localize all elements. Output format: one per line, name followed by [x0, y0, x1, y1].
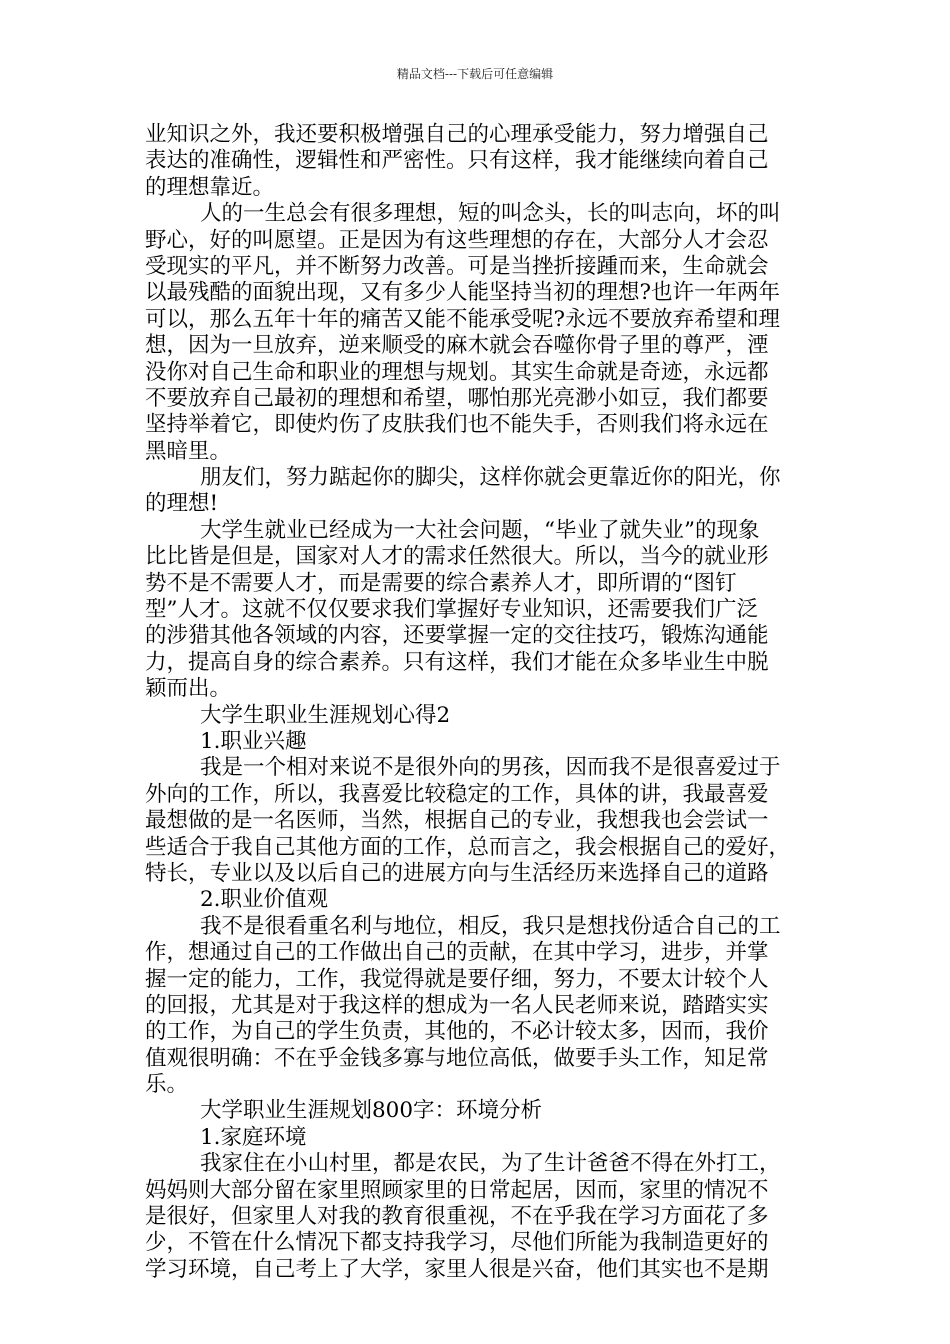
- text-line: 业知识之外，我还要积极增强自己的心理承受能力，努力增强自己: [145, 122, 769, 147]
- text-line: 妈妈则大部分留在家里照顾家里的日常起居，因而，家里的情况不: [145, 1177, 769, 1203]
- text-line: 2.职业价值观: [200, 887, 329, 913]
- text-line: 是很好，但家里人对我的教育很重视，不在乎我在学习方面花了多: [145, 1204, 769, 1230]
- text-line: 的理想靠近。: [145, 174, 275, 200]
- text-line: 大学生就业已经成为一大社会问题，“毕业了就失业”的现象: [200, 517, 760, 543]
- text-line: 的工作，为自己的学生负责，其他的，不必计较太多，因而，我价: [145, 1019, 769, 1045]
- text-line: 少，不管在什么情况下都支持我学习，尽他们所能为我制造更好的: [145, 1230, 769, 1256]
- text-line: 值观很明确：不在乎金钱多寡与地位高低，做要手头工作，知足常: [145, 1045, 769, 1071]
- text-line: 大学职业生涯规划800字：环境分析: [200, 1098, 543, 1124]
- text-line: 1.家庭环境: [200, 1124, 307, 1150]
- text-line: 比比皆是但是，国家对人才的需求任然很大。所以，当今的就业形: [145, 544, 769, 570]
- text-line: 黑暗里。: [145, 438, 232, 464]
- text-line: 朋友们，努力踮起你的脚尖，这样你就会更靠近你的阳光，你: [200, 465, 781, 491]
- text-line: 没你对自己生命和职业的理想与规划。其实生命就是奇迹，永远都: [145, 359, 769, 385]
- text-line: 握一定的能力，工作，我觉得就是要仔细，努力，不要太计较个人: [145, 966, 769, 992]
- text-line: 势不是不需要人才，而是需要的综合素养人才，即所谓的“图钉: [145, 570, 737, 596]
- text-line: 的涉猎其他各领域的内容，还要掌握一定的交往技巧，锻炼沟通能: [145, 623, 769, 649]
- text-line: 乐。: [145, 1072, 189, 1098]
- text-line: 的理想!: [145, 491, 219, 517]
- text-line: 些适合于我自己其他方面的工作，总而言之，我会根据自己的爱好，: [145, 834, 791, 860]
- text-line: 力，提高自身的综合素养。只有这样，我们才能在众多毕业生中脱: [145, 649, 769, 675]
- text-line: 人的一生总会有很多理想，短的叫念头，长的叫志向，坏的叫: [200, 201, 781, 227]
- text-line: 我不是很看重名利与地位，相反，我只是想找份适合自己的工: [200, 913, 781, 939]
- text-line: 坚持举着它，即使灼伤了皮肤我们也不能失手，否则我们将永远在: [145, 412, 769, 438]
- text-line: 以最残酷的面貌出现，又有多少人能坚持当初的理想?也许一年两年: [145, 280, 781, 306]
- text-line: 特长，专业以及以后自己的进展方向与生活经历来选择自己的道路: [145, 860, 769, 886]
- text-line: 大学生职业生涯规划心得2: [200, 702, 451, 728]
- text-line: 颖而出。: [145, 676, 232, 702]
- text-line: 野心，好的叫愿望。正是因为有这些理想的存在，大部分人才会忍: [145, 227, 769, 253]
- text-line: 想，因为一旦放弃，逆来顺受的麻木就会吞噬你骨子里的尊严，湮: [145, 333, 769, 359]
- text-line: 外向的工作，所以，我喜爱比较稳定的工作，具体的讲，我最喜爱: [145, 781, 769, 807]
- text-line: 受现实的平凡，并不断努力改善。可是当挫折接踵而来，生命就会: [145, 253, 769, 279]
- text-line: 我是一个相对来说不是很外向的男孩，因而我不是很喜爱过于: [200, 755, 781, 781]
- text-line: 不要放弃自己最初的理想和希望，哪怕那光亮渺小如豆，我们都要: [145, 385, 769, 411]
- text-line: 学习环境，自己考上了大学，家里人很是兴奋，他们其实也不是期: [145, 1256, 769, 1282]
- text-line: 1.职业兴趣: [200, 728, 307, 754]
- text-line: 型”人才。这就不仅仅要求我们掌握好专业知识，还需要我们广泛: [145, 597, 758, 623]
- text-line: 可以，那么五年十年的痛苦又能不能承受呢?永远不要放弃希望和理: [145, 306, 781, 332]
- text-line: 作，想通过自己的工作做出自己的贡献，在其中学习，进步，并掌: [145, 940, 769, 966]
- text-line: 的回报，尤其是对于我这样的想成为一名人民老师来说，踏踏实实: [145, 992, 769, 1018]
- text-line: 最想做的是一名医师，当然，根据自己的专业，我想我也会尝试一: [145, 808, 769, 834]
- text-line: 表达的准确性，逻辑性和严密性。只有这样，我才能继续向着自己: [145, 148, 769, 174]
- document-body: [145, 122, 825, 1283]
- page-header: 精品文档---下载后可任意编辑: [396, 67, 554, 81]
- text-line: 我家住在小山村里，都是农民，为了生计爸爸不得在外打工，: [200, 1151, 781, 1177]
